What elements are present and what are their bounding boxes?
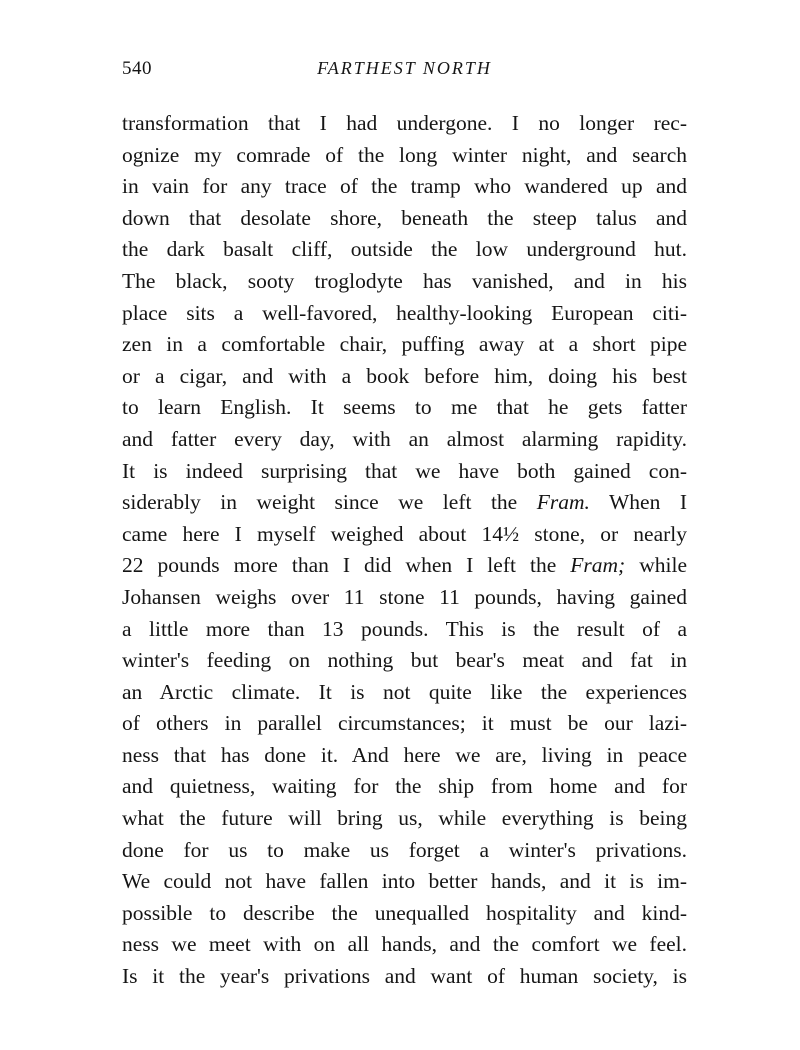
text-line [122,519,687,551]
text-line [122,929,687,961]
text-line [122,550,687,582]
text-line [122,456,687,488]
text-segment: It is indeed surprising that we have both gained con- [122,458,687,483]
text-segment: and fatter every day, with an almost alarming rapidity. [122,426,687,451]
text-line [122,708,687,740]
italic-text: Fram. [536,490,590,515]
running-title: FARTHEST NORTH [317,58,492,78]
text-segment: what the future will bring us, while everything is being [122,806,687,831]
text-segment: an Arctic climate. It is not quite like the experiences [122,679,687,704]
text-line [122,835,687,867]
text-line [122,740,687,772]
text-line [122,424,687,456]
text-line [122,329,687,361]
text-segment: a little more than 13 pounds. This is the result of a [122,616,687,641]
text-segment: ness that has done it. And here we are, living in peace [122,742,687,767]
text-line [122,961,687,993]
text-line [122,898,687,930]
text-line [122,140,687,172]
text-segment: possible to describe the unequalled hospitality and kind- [122,900,687,925]
text-line [122,771,687,803]
text-line [122,582,687,614]
text-line [122,487,687,519]
text-segment: came here I myself weighed about 14½ stone, or nearly [122,521,687,546]
text-line [122,108,687,140]
text-line [122,677,687,709]
body-text [122,108,687,993]
text-segment: ness we meet with on all hands, and the comfort we feel. [122,932,687,957]
text-line [122,298,687,330]
text-segment: The black, sooty troglodyte has vanished, and in his [122,268,687,293]
text-segment: ognize my comrade of the long winter night, and search [122,142,687,167]
text-segment: or a cigar, and with a book before him, doing his best [122,363,687,388]
text-line [122,203,687,235]
text-segment: of others in parallel circumstances; it must be our lazi- [122,711,687,736]
text-segment: and quietness, waiting for the ship from home and for [122,774,687,799]
text-segment: 22 pounds more than I did when I left the [122,553,571,578]
italic-text: Fram; [570,553,626,578]
text-line [122,803,687,835]
text-line [122,234,687,266]
text-segment: to learn English. It seems to me that he gets fatter [122,395,687,420]
text-segment: done for us to make us forget a winter's privations. [122,837,687,862]
text-segment: in vain for any trace of the tramp who wandered up and [122,174,687,199]
text-segment: We could not have fallen into better hands, and it is im- [122,869,687,894]
text-segment: Johansen weighs over 11 stone 11 pounds, having gained [122,584,687,609]
page-number: 540 [122,58,152,79]
text-segment: the dark basalt cliff, outside the low underground hut. [122,237,687,262]
text-line [122,614,687,646]
text-segment: while [625,553,687,578]
text-segment: down that desolate shore, beneath the steep talus and [122,205,687,230]
text-segment: siderably in weight since we left the [122,490,537,515]
text-line [122,266,687,298]
text-line [122,361,687,393]
text-line [122,866,687,898]
text-line [122,171,687,203]
text-segment: zen in a comfortable chair, puffing away at a short pipe [122,332,687,357]
text-segment: Is it the year's privations and want of human society, is [122,964,687,989]
text-line [122,645,687,677]
text-segment: transformation that I had undergone. I no longer rec- [122,111,687,135]
text-segment: winter's feeding on nothing but bear's meat and fat in [122,648,687,673]
text-line [122,392,687,424]
text-segment: place sits a well-favored, healthy-looking European citi- [122,300,687,325]
running-head [122,58,687,86]
text-segment: When I [589,490,687,515]
